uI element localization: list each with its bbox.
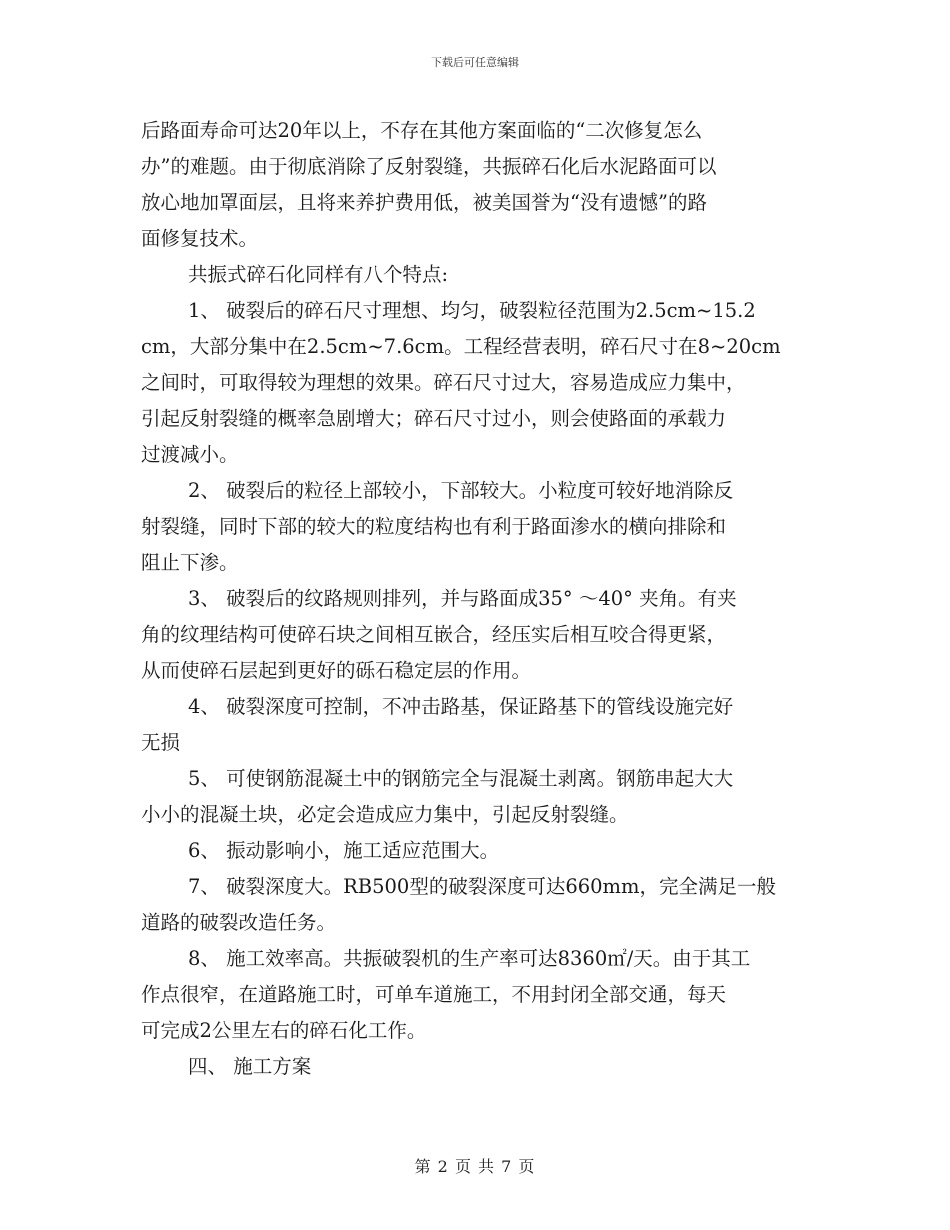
text-line: 7、 破裂深度大。RB500型的破裂深度可达660mm，完全满足一般: [188, 875, 777, 898]
text-line: 2、 破裂后的粒径上部较小，下部较大。小粒度可较好地消除反: [188, 479, 734, 502]
text-line: 后路面寿命可达20年以上，不存在其他方案面临的“二次修复怎么: [141, 119, 703, 142]
text-line: 8、 施工效率高。共振破裂机的生产率可达8360㎡/天。由于其工: [188, 947, 751, 970]
text-line: 过渡减小。: [141, 443, 239, 466]
text-line: 四、 施工方案: [188, 1055, 312, 1078]
text-line: 办”的难题。由于彻底消除了反射裂缝，共振碎石化后水泥路面可以: [141, 155, 717, 178]
text-line: 道路的破裂改造任务。: [141, 911, 337, 934]
text-line: 从而使碎石层起到更好的砾石稳定层的作用。: [141, 659, 532, 682]
text-line: 无损: [141, 731, 181, 754]
text-line: 4、 破裂深度可控制，不冲击路基，保证路基下的管线设施完好: [188, 695, 734, 718]
text-line: 3、 破裂后的纹路规则排列，并与路面成35° ～40° 夹角。有夹: [188, 587, 737, 610]
text-line: 射裂缝，同时下部的较大的粒度结构也有利于路面渗水的横向排除和: [141, 515, 727, 538]
text-line: 阻止下渗。: [141, 551, 239, 574]
text-line: 引起反射裂缝的概率急剧增大；碎石尺寸过小，则会使路面的承载力: [141, 407, 727, 430]
text-line: 1、 破裂后的碎石尺寸理想、均匀，破裂粒径范围为2.5cm~15.2: [188, 299, 756, 322]
document-body: [141, 113, 821, 1085]
text-line: 小小的混凝土块，必定会造成应力集中，引起反射裂缝。: [141, 803, 629, 826]
page-header: 下载后可任意编辑: [431, 56, 519, 69]
text-line: 放心地加罩面层，且将来养护费用低，被美国誉为“没有遗憾”的路: [141, 191, 707, 214]
text-line: 面修复技术。: [141, 227, 259, 250]
page-footer: 第 2 页 共 7 页: [414, 1157, 536, 1176]
text-line: 可完成2公里左右的碎石化工作。: [141, 1019, 427, 1042]
text-line: 共振式碎石化同样有八个特点:: [188, 263, 449, 286]
text-line: 5、 可使钢筋混凝土中的钢筋完全与混凝土剥离。钢筋串起大大: [188, 767, 734, 790]
text-line: 之间时，可取得较为理想的效果。碎石尺寸过大，容易造成应力集中，: [141, 371, 746, 394]
text-line: 角的纹理结构可使碎石块之间相互嵌合，经压实后相互咬合得更紧，: [141, 623, 727, 646]
text-line: cm，大部分集中在2.5cm~7.6cm。工程经营表明，碎石尺寸在8~20cm: [141, 335, 781, 358]
text-line: 作点很窄，在道路施工时，可单车道施工，不用封闭全部交通，每天: [141, 983, 727, 1006]
text-line: 6、 振动影响小，施工适应范围大。: [188, 839, 500, 862]
